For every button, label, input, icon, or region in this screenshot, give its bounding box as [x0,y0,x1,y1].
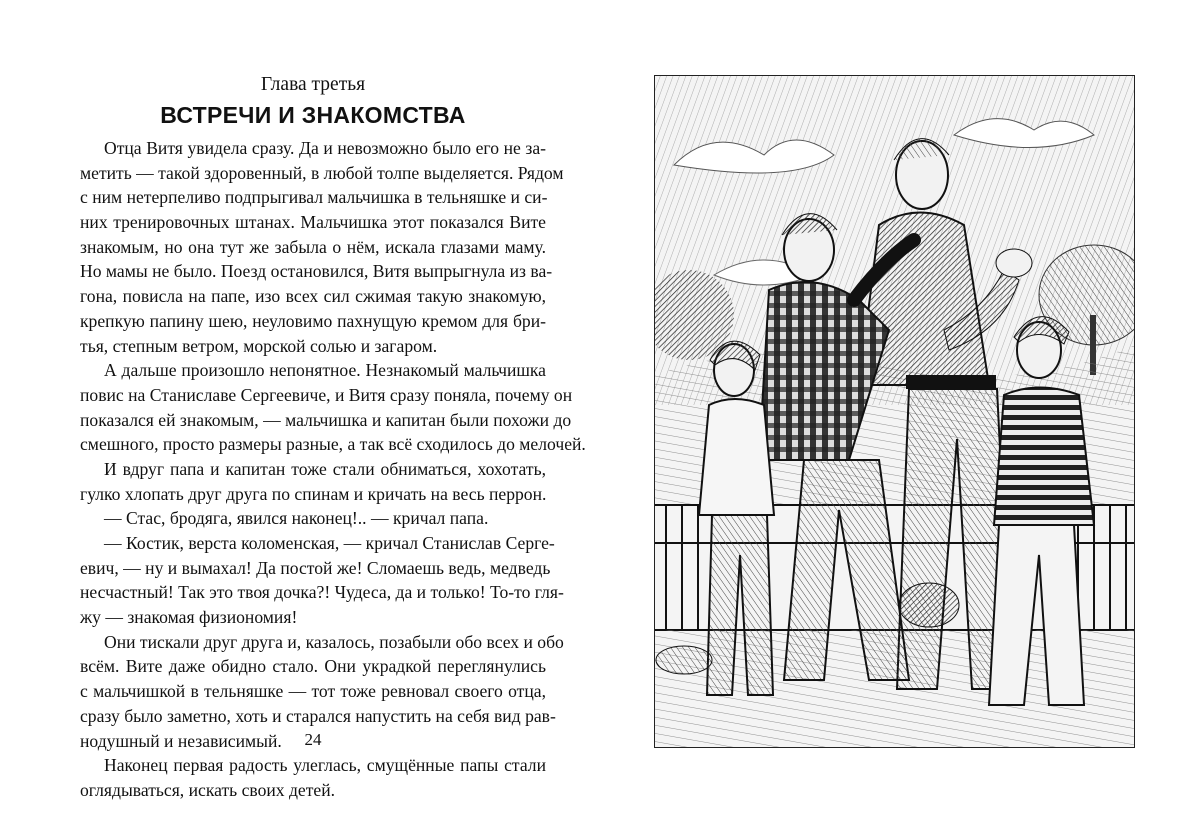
text-line: Отца Витя увидела сразу. Да и невозможно было его не за- [104,138,546,158]
text-line: с мальчишкой в тельняшке — тот тоже ревновал своего отца, [80,681,546,702]
page-number: 24 [304,730,322,749]
text-line: метить — такой здоровенный, в любой толпе выделяется. Рядом [80,162,564,183]
text-line: Они тискали друг друга и, казалось, позабыли обо всех и обо [104,631,564,652]
text-line: А дальше произошло непонятное. Незнакомый мальчишка [104,360,546,381]
body-text [80,136,586,803]
text-line: оглядываться, искать своих детей. [80,779,336,800]
bag [899,583,959,627]
text-line: смешного, просто размеры разные, а так всё сходилось до мелочей. [80,434,586,455]
bag [656,646,712,674]
text-line: Но мамы не было. Поезд остановился, Витя выпрыгнула из ва- [80,261,553,282]
text-line: крепкую папину шею, неуловимо пахнущую кремом для бри- [80,310,546,331]
text-line: И вдруг папа и капитан тоже стали обниматься, хохотать, [104,458,546,479]
text-line: тья, степным ветром, морской солью и загаром. [80,335,438,356]
text-line: сразу было заметно, хоть и старался напустить на себя вид рав- [80,705,556,726]
text-line: несчастный! Так это твоя дочка?! Чудеса, да и только! То-то гля- [80,582,564,603]
illustration [654,75,1135,748]
text-line: евич, — ну и вымахал! Да постой же! Сломаешь ведь, медведь [80,557,551,578]
text-line: Наконец первая радость улеглась, смущённые папы стали [104,755,546,776]
text-line: гона, повисла на папе, изо всех сил сжимая такую знакомую, [80,286,546,307]
text-line: повис на Станиславе Сергеевиче, и Витя сразу поняла, почему он [80,384,573,405]
text-line: показался ей знакомым, — мальчишка и капитан были похожи до [80,409,572,430]
text-line: с ним нетерпеливо подпрыгивал мальчишка в тельняшке и си- [80,187,548,208]
text-line: знакомым, но она тут же забыла о нём, искала глазами маму. [80,236,546,257]
text-line: гулко хлопать друг друга по спинам и кричать на весь перрон. [80,483,547,504]
text-line: нодушный и независимый. [80,730,282,751]
text-line: — Стас, бродяга, явился наконец!.. — кричал папа. [104,508,489,529]
text-line: всём. Вите даже обидно стало. Они украдкой переглянулись [80,656,546,677]
chapter-label: Глава третья [260,74,366,95]
chapter-title: ВСТРЕЧИ И ЗНАКОМСТВА [160,102,466,128]
text-line: жу — знакомая физиономия! [80,607,298,628]
text-line: них тренировочных штанах. Мальчишка этот показался Вите [80,212,546,233]
illustration-drawing [654,75,1135,748]
text-line: — Костик, верста коломенская, — кричал Станислав Серге- [104,533,555,553]
